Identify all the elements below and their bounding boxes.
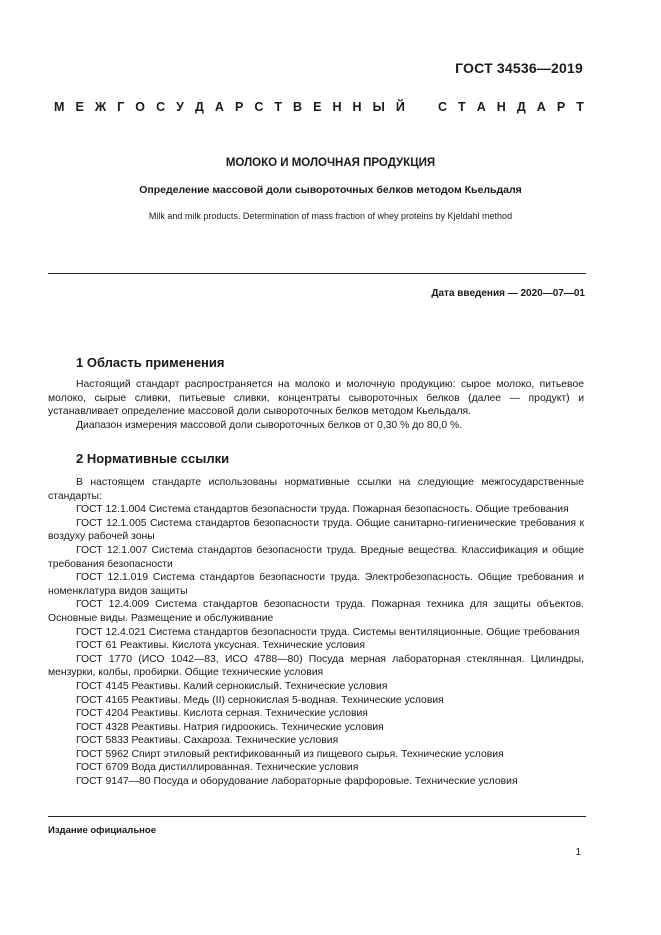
section-2-body — [48, 476, 584, 789]
heading-letter: А — [214, 100, 224, 114]
section-1-body — [48, 378, 584, 432]
heading-letter: Р — [234, 100, 244, 114]
reference-item: ГОСТ 4328 Реактивы. Натрия гидроокись. Технические условия — [76, 721, 384, 733]
paragraph: В настоящем стандарте использованы нормативные ссылки на следующие межгосударственные стандарты: — [48, 477, 584, 502]
gost-code: ГОСТ 34536—2019 — [455, 60, 583, 76]
reference-item: ГОСТ 5962 Спирт этиловый ректификованный из пищевого сырья. Технические условия — [76, 748, 504, 760]
heading-letter: Р — [556, 100, 566, 114]
heading-letter: Н — [352, 100, 362, 114]
heading-letter: Т — [576, 100, 584, 114]
page-number: 1 — [575, 847, 581, 858]
reference-item: ГОСТ 5833 Реактивы. Сахароза. Технические условия — [76, 735, 339, 747]
heading-letter: Н — [496, 100, 506, 114]
reference-item: ГОСТ 6709 Вода дистиллированная. Технические условия — [76, 762, 359, 774]
reference-item: ГОСТ 12.4.021 Система стандартов безопасности труда. Системы вентиляционные. Общие требования — [76, 626, 580, 638]
paragraph: Настоящий стандарт распространяется на молоко и молочную продукцию: сырое молоко, питьевое молоко, сырые сливки, питьевые сливки, концентраты сывороточных белков (далее — продукт) и устанавливает определение массовой доли сывороточных белков методом Кьельдаля. — [48, 379, 584, 418]
header-divider — [48, 273, 586, 274]
document-subtitle: Определение массовой доли сывороточных белков методом Кьельдаля — [139, 184, 522, 196]
heading-letter: Н — [332, 100, 342, 114]
reference-item: ГОСТ 12.1.004 Система стандартов безопасности труда. Пожарная безопасность. Общие требования — [76, 504, 569, 516]
reference-item: ГОСТ 4204 Реактивы. Кислота серная. Технические условия — [76, 708, 368, 720]
introduction-date: Дата введения — 2020—07—01 — [431, 288, 585, 299]
heading-letter: У — [176, 100, 184, 114]
heading-letter: А — [476, 100, 486, 114]
heading-letter: Ж — [94, 100, 107, 114]
heading-letter: Ы — [372, 100, 385, 114]
reference-item: ГОСТ 12.1.007 Система стандартов безопасности труда. Вредные вещества. Классификация и общие требования безопасности — [48, 544, 584, 570]
heading-letter: С — [437, 100, 447, 114]
heading-letter: Д — [516, 100, 526, 114]
document-title: МОЛОКО И МОЛОЧНАЯ ПРОДУКЦИЯ — [225, 157, 436, 169]
heading-letter: С — [156, 100, 166, 114]
reference-item: ГОСТ 12.1.005 Система стандартов безопасности труда. Общие санитарно-гигиенические требования к воздуху рабочей зоны — [48, 517, 584, 543]
english-title: Milk and milk products. Determination of mass fraction of whey proteins by Kjeldahl method — [148, 211, 513, 221]
reference-item: ГОСТ 12.4.009 Система стандартов безопасности труда. Пожарная техника для защиты объектов. Основные виды. Размещение и обслуживание — [48, 599, 584, 624]
footer-divider — [48, 816, 586, 817]
heading-letter: Е — [313, 100, 322, 114]
heading-letter: В — [293, 100, 303, 114]
reference-item: ГОСТ 12.1.019 Система стандартов безопасности труда. Электробезопасность. Общие требования и номенклатура видов защиты — [48, 572, 584, 597]
heading-letter: А — [536, 100, 546, 114]
official-edition-label: Издание официальное — [48, 825, 156, 836]
heading-letter: М — [54, 100, 65, 114]
heading-letter: Е — [75, 100, 84, 114]
reference-item: ГОСТ 4165 Реактивы. Медь (II) сернокислая 5-водная. Технические условия — [76, 694, 444, 706]
heading-letter: Д — [194, 100, 204, 114]
paragraph: Диапазон измерения массовой доли сывороточных белков от 0,30 % до 80,0 %. — [76, 419, 463, 431]
section-1-heading: 1 Область применения — [76, 355, 225, 370]
heading-letter: Й — [395, 100, 405, 114]
heading-letter: О — [135, 100, 146, 114]
heading-letter: Т — [458, 100, 466, 114]
heading-letter: Т — [274, 100, 283, 114]
reference-item: ГОСТ 61 Реактивы. Кислота уксусная. Технические условия — [76, 640, 365, 652]
interstate-standard-heading — [54, 100, 584, 114]
heading-letter: С — [254, 100, 264, 114]
reference-item: ГОСТ 1770 (ИСО 1042—83, ИСО 4788—80) Посуда мерная лабораторная стеклянная. Цилиндры, мензурки, колбы, пробирки. Общие технические условия — [48, 653, 584, 679]
reference-item: ГОСТ 9147—80 Посуда и оборудование лабораторные фарфоровые. Технические условия — [76, 776, 518, 788]
heading-letter: Г — [117, 100, 125, 114]
reference-item: ГОСТ 4145 Реактивы. Калий сернокислый. Технические условия — [76, 680, 388, 692]
section-2-heading: 2 Нормативные ссылки — [76, 451, 230, 466]
